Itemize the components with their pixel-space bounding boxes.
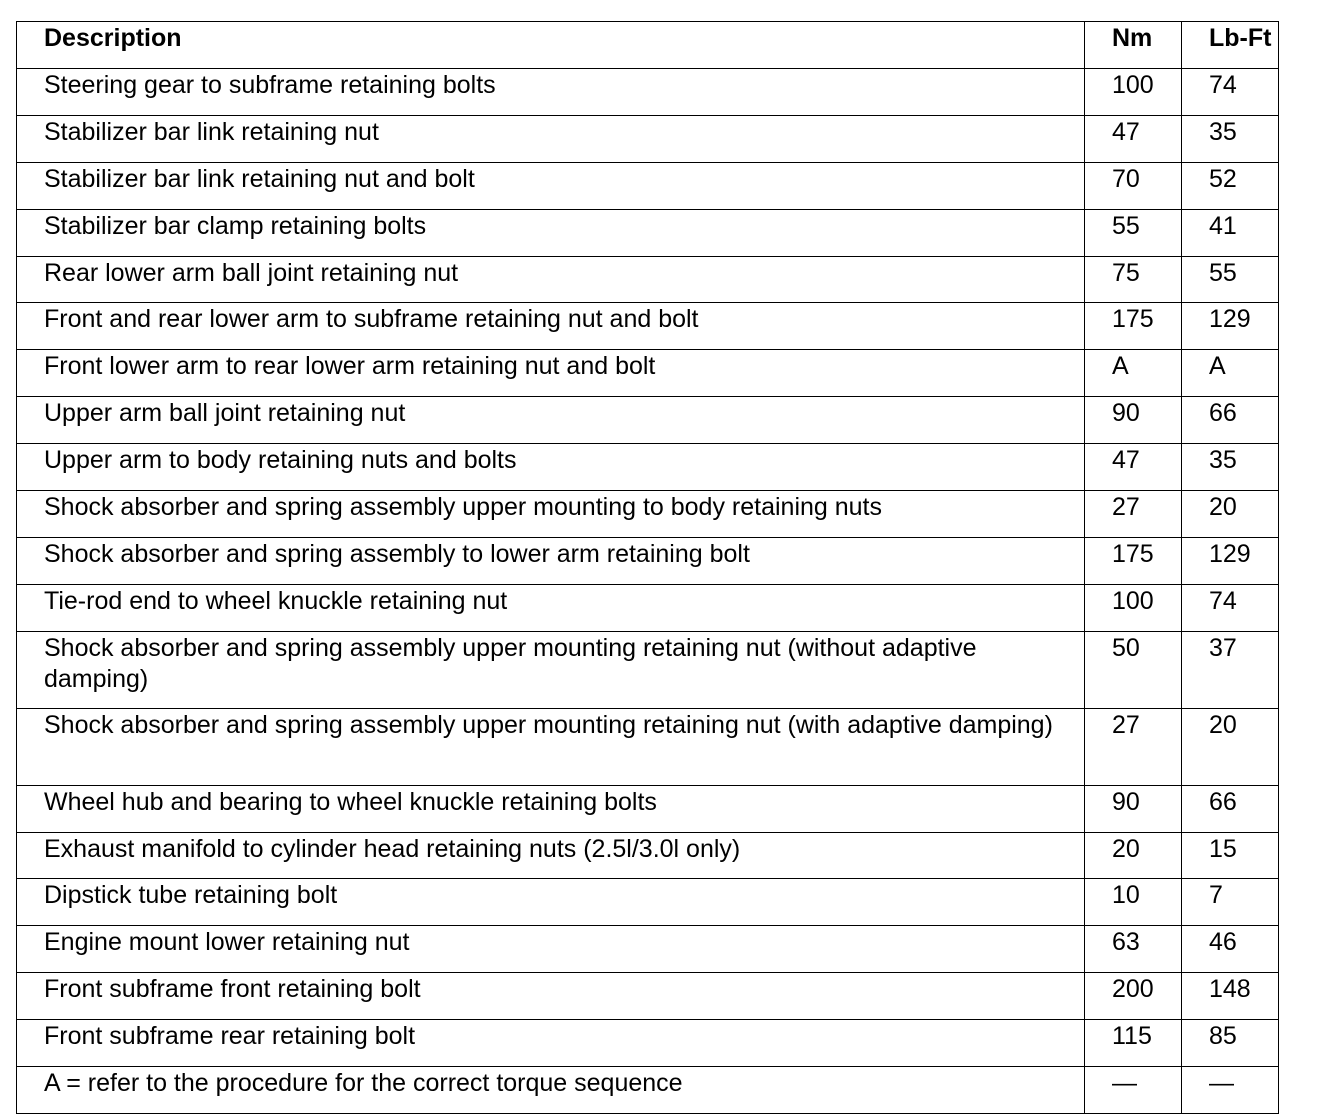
table-row (17, 1067, 1279, 1114)
table-row (17, 491, 1279, 538)
table-row (17, 162, 1279, 209)
table-row (17, 69, 1279, 116)
cell-description: Stabilizer bar link retaining nut and bolt (17, 162, 1085, 209)
cell-lbft: 74 (1182, 69, 1279, 116)
cell-description: A = refer to the procedure for the correct torque sequence (17, 1067, 1085, 1114)
table-row (17, 584, 1279, 631)
table-row (17, 926, 1279, 973)
cell-description: Tie-rod end to wheel knuckle retaining nut (17, 584, 1085, 631)
cell-description: Upper arm to body retaining nuts and bolts (17, 444, 1085, 491)
cell-lbft: — (1182, 1067, 1279, 1114)
cell-description: Engine mount lower retaining nut (17, 926, 1085, 973)
cell-nm: 47 (1085, 444, 1182, 491)
table-row (17, 879, 1279, 926)
table-row (17, 631, 1279, 708)
cell-lbft: 35 (1182, 115, 1279, 162)
cell-description: Rear lower arm ball joint retaining nut (17, 256, 1085, 303)
table-row (17, 785, 1279, 832)
cell-nm: 47 (1085, 115, 1182, 162)
cell-nm: 200 (1085, 973, 1182, 1020)
cell-lbft: 41 (1182, 209, 1279, 256)
cell-lbft: 7 (1182, 879, 1279, 926)
table-row (17, 1020, 1279, 1067)
table-row (17, 444, 1279, 491)
cell-lbft: 55 (1182, 256, 1279, 303)
cell-lbft: 46 (1182, 926, 1279, 973)
table-row (17, 397, 1279, 444)
cell-lbft: 85 (1182, 1020, 1279, 1067)
cell-description: Front subframe rear retaining bolt (17, 1020, 1085, 1067)
cell-description: Wheel hub and bearing to wheel knuckle retaining bolts (17, 785, 1085, 832)
cell-nm: 20 (1085, 832, 1182, 879)
cell-description: Upper arm ball joint retaining nut (17, 397, 1085, 444)
cell-lbft: 52 (1182, 162, 1279, 209)
cell-description: Front lower arm to rear lower arm retaining nut and bolt (17, 350, 1085, 397)
cell-description: Front and rear lower arm to subframe retaining nut and bolt (17, 303, 1085, 350)
cell-nm: 27 (1085, 491, 1182, 538)
cell-description: Shock absorber and spring assembly to lower arm retaining bolt (17, 537, 1085, 584)
header-lbft: Lb-Ft (1182, 22, 1279, 69)
cell-lbft: 37 (1182, 631, 1279, 708)
cell-nm: 27 (1085, 708, 1182, 785)
cell-nm: 55 (1085, 209, 1182, 256)
cell-lbft: A (1182, 350, 1279, 397)
cell-nm: 70 (1085, 162, 1182, 209)
cell-description: Stabilizer bar clamp retaining bolts (17, 209, 1085, 256)
table-body (17, 69, 1279, 1114)
cell-nm: 175 (1085, 303, 1182, 350)
cell-lbft: 74 (1182, 584, 1279, 631)
cell-nm: 100 (1085, 69, 1182, 116)
table-row (17, 832, 1279, 879)
cell-lbft: 15 (1182, 832, 1279, 879)
cell-description: Steering gear to subframe retaining bolts (17, 69, 1085, 116)
cell-nm: 90 (1085, 785, 1182, 832)
table-row (17, 973, 1279, 1020)
table-row (17, 537, 1279, 584)
table-row (17, 209, 1279, 256)
cell-nm: A (1085, 350, 1182, 397)
cell-description: Shock absorber and spring assembly upper mounting retaining nut (with adaptive damping) (17, 708, 1085, 785)
header-nm: Nm (1085, 22, 1182, 69)
header-description: Description (17, 22, 1085, 69)
cell-description: Shock absorber and spring assembly upper mounting retaining nut (without adaptive damping) (17, 631, 1085, 708)
cell-lbft: 35 (1182, 444, 1279, 491)
table-row (17, 256, 1279, 303)
table-row (17, 115, 1279, 162)
table-row (17, 350, 1279, 397)
cell-nm: 10 (1085, 879, 1182, 926)
cell-lbft: 148 (1182, 973, 1279, 1020)
cell-nm: — (1085, 1067, 1182, 1114)
cell-nm: 50 (1085, 631, 1182, 708)
header-row (17, 22, 1279, 69)
cell-description: Shock absorber and spring assembly upper mounting to body retaining nuts (17, 491, 1085, 538)
cell-description: Dipstick tube retaining bolt (17, 879, 1085, 926)
cell-nm: 115 (1085, 1020, 1182, 1067)
cell-description: Exhaust manifold to cylinder head retaining nuts (2.5l/3.0l only) (17, 832, 1085, 879)
cell-lbft: 20 (1182, 491, 1279, 538)
cell-nm: 175 (1085, 537, 1182, 584)
torque-spec-table (16, 21, 1279, 1114)
cell-lbft: 129 (1182, 537, 1279, 584)
cell-lbft: 129 (1182, 303, 1279, 350)
cell-description: Stabilizer bar link retaining nut (17, 115, 1085, 162)
cell-lbft: 66 (1182, 785, 1279, 832)
cell-nm: 100 (1085, 584, 1182, 631)
cell-lbft: 20 (1182, 708, 1279, 785)
table-row (17, 303, 1279, 350)
table-row (17, 708, 1279, 785)
cell-nm: 63 (1085, 926, 1182, 973)
cell-description: Front subframe front retaining bolt (17, 973, 1085, 1020)
cell-lbft: 66 (1182, 397, 1279, 444)
cell-nm: 75 (1085, 256, 1182, 303)
cell-nm: 90 (1085, 397, 1182, 444)
